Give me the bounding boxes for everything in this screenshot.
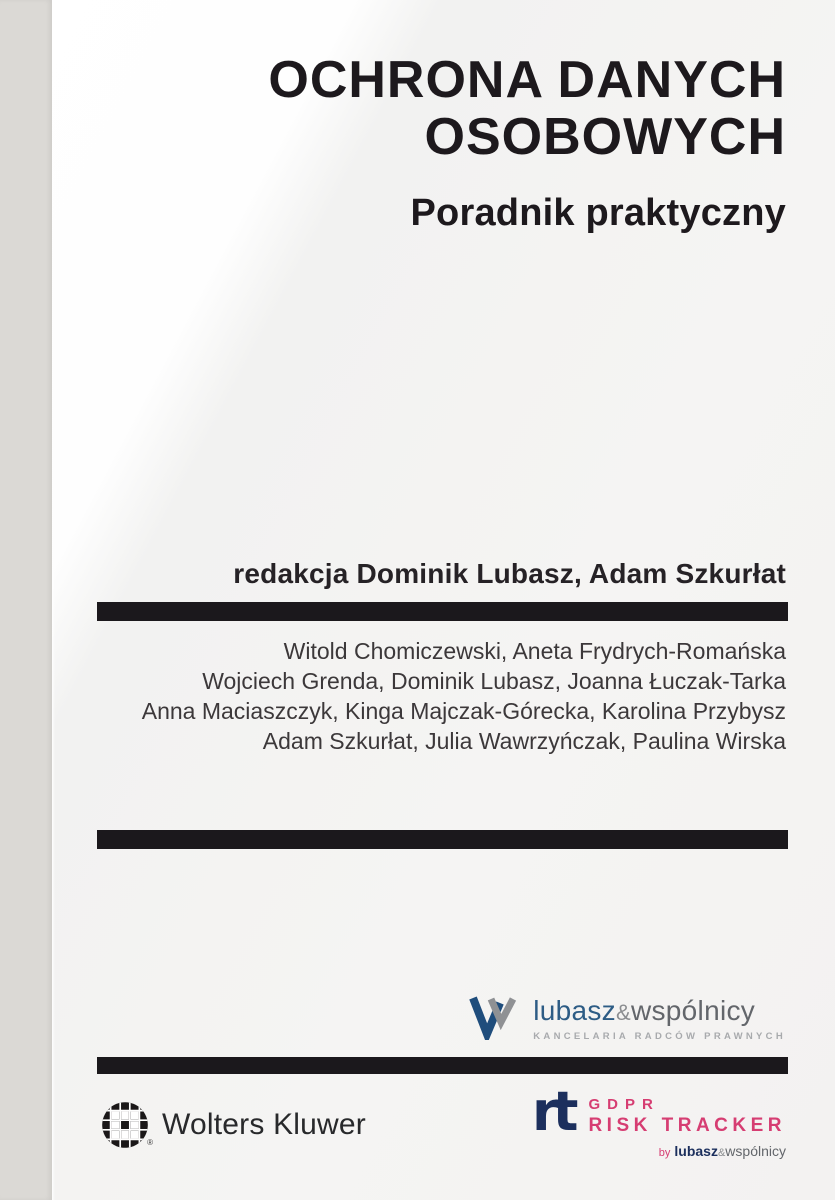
byline-prefix: by <box>658 1147 671 1159</box>
separator-bar-middle <box>97 830 788 849</box>
wolters-kluwer-globe-icon <box>101 1101 153 1149</box>
authors-list <box>142 636 786 756</box>
w-monogram-icon <box>469 992 521 1045</box>
law-firm-name-amp: & <box>616 999 631 1025</box>
book-title <box>268 52 786 166</box>
gdpr-label: GDPR <box>588 1096 660 1113</box>
gdpr-logo-top <box>531 1080 786 1143</box>
registered-trademark-symbol: ® <box>147 1138 153 1147</box>
law-firm-tagline: KANCELARIA RADCÓW PRAWNYCH <box>533 1030 786 1042</box>
editors-line: redakcja Dominik Lubasz, Adam Szkurłat <box>233 558 786 589</box>
book-title-line1: OCHRONA DANYCH <box>268 51 786 109</box>
law-firm-logo-text <box>533 996 786 1042</box>
separator-bar-top <box>97 602 788 621</box>
title-block <box>268 52 786 235</box>
authors-line: Anna Maciaszczyk, Kinga Majczak-Górecka, Karolina Przybysz <box>141 698 786 724</box>
law-firm-logo <box>469 992 786 1045</box>
gdpr-risk-tracker-logo <box>531 1080 786 1159</box>
book-title-line2: OSOBOWYCH <box>424 108 786 166</box>
gdpr-logo-text <box>588 1096 786 1138</box>
publisher-name: Wolters Kluwer <box>162 1108 366 1141</box>
law-firm-name <box>533 996 755 1028</box>
separator-bar-bottom <box>97 1057 788 1074</box>
rt-monogram-icon: rt <box>531 1080 573 1143</box>
gdpr-byline <box>659 1143 786 1159</box>
authors-line: Adam Szkurłat, Julia Wawrzyńczak, Paulina Wirska <box>262 728 786 754</box>
publisher-logo <box>101 1101 366 1149</box>
byline-main: lubasz <box>674 1143 718 1159</box>
byline-rest: wspólnicy <box>725 1143 786 1159</box>
law-firm-name-main: lubasz <box>533 994 616 1026</box>
law-firm-name-rest: wspólnicy <box>630 994 756 1026</box>
risk-tracker-label: RISK TRACKER <box>588 1115 786 1136</box>
authors-line: Witold Chomiczewski, Aneta Frydrych-Romańska <box>283 638 786 664</box>
book-spine-edge <box>0 0 52 1200</box>
byline-amp: & <box>717 1147 726 1159</box>
spine-highlight <box>52 0 55 1200</box>
book-subtitle: Poradnik praktyczny <box>410 192 786 234</box>
authors-line: Wojciech Grenda, Dominik Lubasz, Joanna Łuczak-Tarka <box>202 668 786 694</box>
